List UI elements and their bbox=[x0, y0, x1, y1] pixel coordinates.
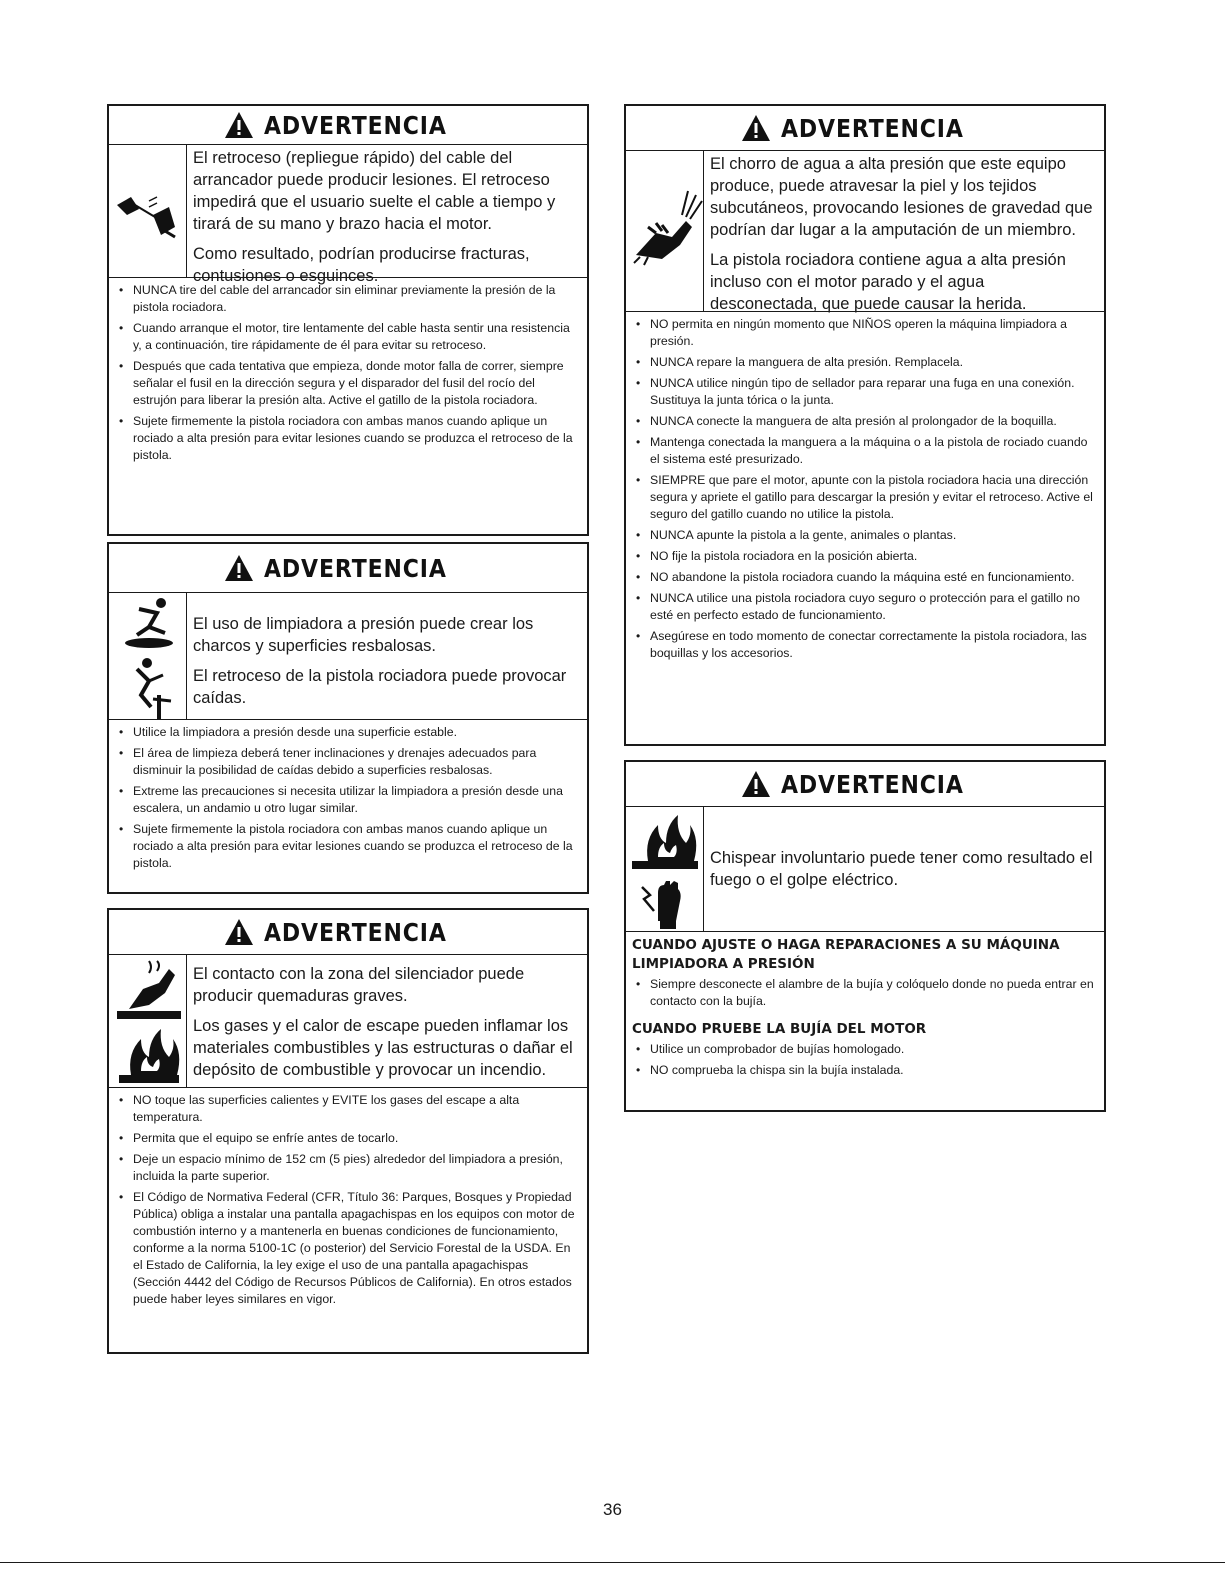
list-item: • NUNCA conecte la manguera de alta presión al prolongador de la boquilla. bbox=[634, 413, 1096, 430]
fire-hazard-icon bbox=[109, 1021, 187, 1085]
safety-bullet-list bbox=[109, 278, 587, 474]
warning-box-recoil bbox=[107, 104, 589, 536]
warning-title: ADVERTENCIA bbox=[264, 553, 447, 583]
page-bottom-divider bbox=[0, 1562, 1225, 1563]
list-item: • Utilice la limpiadora a presión desde una superficie estable. bbox=[117, 724, 579, 741]
list-item: • Deje un espacio mínimo de 152 cm (5 pies) alrededor del limpiadora a presión, incluida la parte superior. bbox=[117, 1151, 579, 1185]
hazard-consequence: Los gases y el calor de escape pueden inflamar los materiales combustibles y las estructuras o dañar el depósito de combustible y provocar un incendio. bbox=[193, 1017, 573, 1079]
list-item: • NO abandone la pistola rociadora cuando la máquina esté en funcionamiento. bbox=[634, 569, 1096, 586]
list-item: • Asegúrese en todo momento de conectar correctamente la pistola rociadora, las boquillas y los accesorios. bbox=[634, 628, 1096, 662]
warning-header bbox=[109, 544, 587, 593]
electric-shock-icon bbox=[626, 871, 704, 931]
high-pressure-injection-icon bbox=[626, 151, 704, 311]
list-item: • NO comprueba la chispa sin la bujía instalada. bbox=[634, 1062, 1096, 1079]
list-item: • Extreme las precauciones si necesita utilizar la limpiadora a presión desde una escalera, un andamio u otro lugar similar. bbox=[117, 783, 579, 817]
warning-header bbox=[109, 910, 587, 955]
list-item: • Siempre desconecte el alambre de la bujía y colóquelo donde no pueda entrar en contacto con la bujía. bbox=[634, 976, 1096, 1010]
hazard-description: Chispear involuntario puede tener como resultado el fuego o el golpe eléctrico. bbox=[710, 849, 1093, 889]
section-heading: CUANDO PRUEBE LA BUJÍA DEL MOTOR bbox=[632, 1021, 927, 1037]
warning-box-spark bbox=[624, 760, 1106, 1112]
safety-bullet-list bbox=[626, 312, 1104, 672]
list-item: • NO permita en ningún momento que NIÑOS operen la máquina limpiadora a presión. bbox=[634, 316, 1096, 350]
list-item: • El Código de Normativa Federal (CFR, Título 36: Parques, Bosques y Propiedad Pública) obliga a instalar una pantalla apagachispas en los equipos con motor de combustión interno y a mantenerla en buenas condiciones de funcionamiento, conforme a la norma 5100-1C (o posterior) del Servicio Forestal de la USDA. En el Estado de California, la ley exige el uso de una pantalla apagachispas (Sección 4442 del Código de Recursos Públicos de California). En otros estados puede haber leyes similares en vigor. bbox=[117, 1189, 579, 1308]
recoil-starter-cord-icon bbox=[109, 145, 187, 277]
safety-bullet-list bbox=[109, 1088, 587, 1318]
hazard-description: El chorro de agua a alta presión que este equipo produce, puede atravesar la piel y los tejidos subcutáneos, provocando lesiones de gravedad que podrían dar lugar a la amputación de un miembro. bbox=[710, 155, 1093, 239]
list-item: • El área de limpieza deberá tener inclinaciones y drenajes adecuados para disminuir la posibilidad de caídas debido a superficies resbalosas. bbox=[117, 745, 579, 779]
list-item: • NUNCA tire del cable del arrancador sin eliminar previamente la presión de la pistola rociadora. bbox=[117, 282, 579, 316]
warning-title: ADVERTENCIA bbox=[781, 769, 964, 799]
list-item: • Después que cada tentativa que empieza, donde motor falla de correr, siempre señalar el fusil en la dirección segura y el disparador del fusil del rocío del estrujón para liberar la presión alta. Active el gatillo de la pistola rociadora. bbox=[117, 358, 579, 409]
warning-title: ADVERTENCIA bbox=[781, 113, 964, 143]
warning-title: ADVERTENCIA bbox=[264, 110, 447, 140]
warning-header bbox=[109, 106, 587, 145]
list-item: • NUNCA repare la manguera de alta presión. Remplacela. bbox=[634, 354, 1096, 371]
list-item: • Sujete firmemente la pistola rociadora con ambas manos cuando aplique un rociado a alta presión para evitar lesiones cuando se produzca el retroceso de la pistola. bbox=[117, 413, 579, 464]
list-item: • Utilice un comprobador de bujías homologado. bbox=[634, 1041, 1096, 1058]
list-item: • NO toque las superficies calientes y EVITE los gases del escape a alta temperatura. bbox=[117, 1092, 579, 1126]
slip-hazard-icon bbox=[109, 593, 187, 653]
warning-triangle-icon bbox=[741, 770, 771, 798]
list-item: • NUNCA utilice una pistola rociadora cuyo seguro o protección para el gatillo no esté en perfecto estado de funcionamiento. bbox=[634, 590, 1096, 624]
hazard-consequence: La pistola rociadora contiene agua a alta presión incluso con el motor parado y el agua desconectada, que puede causar la herida. bbox=[710, 251, 1066, 313]
hazard-description: El retroceso (repliegue rápido) del cable del arrancador puede producir lesiones. El retroceso impedirá que el usuario suelte el cable a tiempo y tirará de su mano y brazo hacia el motor. bbox=[193, 149, 556, 233]
safety-bullet-list bbox=[109, 720, 587, 882]
fire-hazard-icon bbox=[626, 807, 704, 871]
list-item: • NO fije la pistola rociadora en la posición abierta. bbox=[634, 548, 1096, 565]
warning-box-high-pressure bbox=[624, 104, 1106, 746]
list-item: • Sujete firmemente la pistola rociadora con ambas manos cuando aplique un rociado a alta presión para evitar lesiones cuando se produzca el retroceso de la pistola. bbox=[117, 821, 579, 872]
list-item: • Cuando arranque el motor, tire lentamente del cable hasta sentir una resistencia y, a continuación, tire rápidamente de él para evitar su retroceso. bbox=[117, 320, 579, 354]
warning-triangle-icon bbox=[224, 111, 254, 139]
hazard-description: El contacto con la zona del silenciador puede producir quemaduras graves. bbox=[193, 965, 525, 1005]
hot-surface-icon bbox=[109, 959, 187, 1021]
safety-bullet-list bbox=[626, 974, 1104, 1016]
warning-header bbox=[626, 106, 1104, 151]
page-number: 36 bbox=[603, 1500, 622, 1519]
warning-triangle-icon bbox=[224, 554, 254, 582]
list-item: • Permita que el equipo se enfríe antes de tocarlo. bbox=[117, 1130, 579, 1147]
warning-triangle-icon bbox=[224, 918, 254, 946]
hazard-description: El uso de limpiadora a presión puede crear los charcos y superficies resbalosas. bbox=[193, 615, 534, 655]
warning-box-slip bbox=[107, 542, 589, 894]
list-item: • SIEMPRE que pare el motor, apunte con la pistola rociadora hacia una dirección segura y apriete el gatillo para descargar la presión y evitar el retroceso. Active el seguro del gatillo cuando no utilice la pistola. bbox=[634, 472, 1096, 523]
list-item: • NUNCA apunte la pistola a la gente, animales o plantas. bbox=[634, 527, 1096, 544]
warning-box-hot-surface bbox=[107, 908, 589, 1354]
warning-title: ADVERTENCIA bbox=[264, 917, 447, 947]
list-item: • NUNCA utilice ningún tipo de sellador para reparar una fuga en una conexión. Sustituya la junta tórica o la junta. bbox=[634, 375, 1096, 409]
safety-bullet-list bbox=[626, 1039, 1104, 1089]
hazard-consequence: El retroceso de la pistola rociadora puede provocar caídas. bbox=[193, 667, 567, 707]
warning-header bbox=[626, 762, 1104, 807]
hazard-consequence: Como resultado, podrían producirse fracturas, contusiones o esguinces. bbox=[193, 245, 530, 285]
warning-triangle-icon bbox=[741, 114, 771, 142]
section-heading: CUANDO AJUSTE O HAGA REPARACIONES A SU MÁQUINA LIMPIADORA A PRESIÓN bbox=[632, 937, 1060, 972]
list-item: • Mantenga conectada la manguera a la máquina o a la pistola de rociado cuando el sistema esté presurizado. bbox=[634, 434, 1096, 468]
fall-hazard-icon bbox=[109, 655, 187, 719]
